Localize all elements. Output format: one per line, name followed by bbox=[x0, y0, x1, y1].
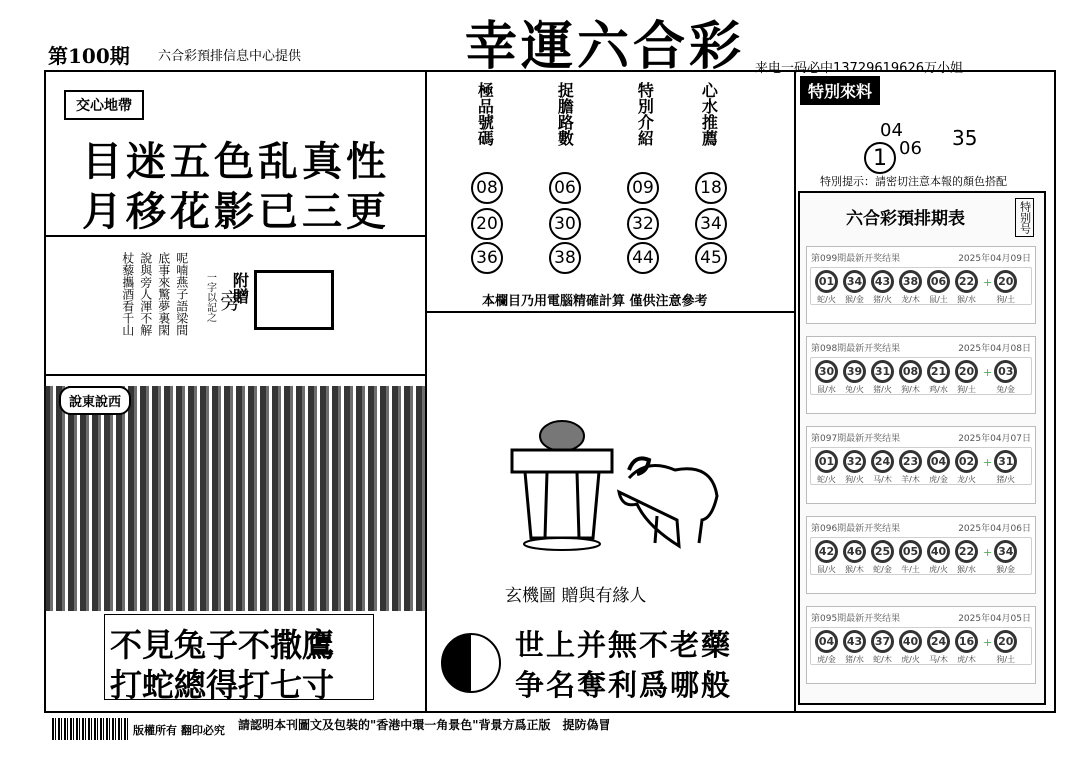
ball-zodiac: 鸡/水 bbox=[929, 384, 948, 394]
barcode bbox=[52, 718, 128, 740]
ball-zodiac: 狗/土 bbox=[996, 294, 1016, 304]
plus-icon: + bbox=[983, 635, 993, 649]
calc-note: 本欄目乃用電腦精確計算 僅供注意參考 bbox=[482, 294, 708, 309]
skyline-photo bbox=[44, 386, 427, 611]
draw-balls bbox=[810, 627, 1032, 665]
ball-zodiac: 猪/水 bbox=[845, 654, 864, 664]
col-header-2: 捉膽路數 bbox=[555, 82, 575, 146]
page-title: 幸運六合彩 bbox=[465, 16, 746, 77]
result-ball: 22 bbox=[955, 270, 978, 293]
sponsor-line: 六合彩預排信息中心提供 bbox=[158, 49, 302, 64]
result-ball: 21 bbox=[927, 360, 950, 383]
result-ball: 30 bbox=[815, 360, 838, 383]
col-header-1: 極品號碼 bbox=[475, 82, 495, 146]
ball-zodiac: 虎/金 bbox=[817, 654, 836, 664]
plus-icon: + bbox=[983, 275, 993, 289]
result-ball: 04 bbox=[815, 630, 838, 653]
plus-icon: + bbox=[983, 545, 993, 559]
ball-zodiac: 猪/火 bbox=[996, 474, 1016, 484]
draw-date: 2025年04月09日 bbox=[958, 254, 1031, 264]
middle-picture-panel bbox=[427, 313, 795, 713]
result-ball: 40 bbox=[927, 540, 950, 563]
gift-label: 附贈 bbox=[230, 272, 250, 304]
result-ball: 37 bbox=[871, 630, 894, 653]
middle-number-panel bbox=[427, 70, 795, 313]
ball-zodiac: 猴/金 bbox=[996, 564, 1016, 574]
result-ball: 43 bbox=[871, 270, 894, 293]
pick-number: 34 bbox=[695, 208, 727, 240]
result-ball: 22 bbox=[955, 540, 978, 563]
ball-zodiac: 兔/火 bbox=[845, 384, 864, 394]
special-ball: 31 bbox=[994, 450, 1017, 473]
draw-balls bbox=[810, 447, 1032, 485]
draw-card bbox=[806, 606, 1036, 684]
result-ball: 23 bbox=[899, 450, 922, 473]
ball-zodiac: 牛/土 bbox=[901, 564, 920, 574]
draw-balls bbox=[810, 267, 1032, 305]
ball-zodiac: 虎/木 bbox=[957, 654, 976, 664]
poem-line-1: 目迷五色乱真性 bbox=[82, 138, 390, 185]
ball-zodiac: 鼠/火 bbox=[817, 564, 836, 574]
pick-number: 45 bbox=[695, 242, 727, 274]
pick-number: 06 bbox=[549, 172, 581, 204]
pick-number: 44 bbox=[627, 242, 659, 274]
schedule-title: 六合彩預排期表 bbox=[846, 209, 965, 229]
ball-zodiac: 狗/火 bbox=[845, 474, 864, 484]
heart-badge: 交心地帶 bbox=[64, 90, 144, 120]
ball-zodiac: 猴/水 bbox=[957, 294, 976, 304]
ball-zodiac: 蛇/火 bbox=[817, 474, 836, 484]
special-badge: 特別來料 bbox=[800, 76, 880, 105]
schedule-side: 特别号 bbox=[1015, 198, 1034, 237]
bubble-1: 1 bbox=[864, 142, 896, 174]
ball-zodiac: 蛇/金 bbox=[873, 564, 892, 574]
poem-column-2: 底事來驚夢裏閑 bbox=[156, 252, 171, 336]
middle-divider bbox=[794, 70, 796, 713]
ball-zodiac: 马/木 bbox=[929, 654, 948, 664]
draw-label: 第095期最新开奖结果 bbox=[811, 614, 901, 624]
left-slogan-2: 打蛇總得打七寸 bbox=[110, 666, 335, 704]
result-ball: 34 bbox=[843, 270, 866, 293]
ball-zodiac: 羊/木 bbox=[901, 474, 920, 484]
special-ball: 20 bbox=[994, 630, 1017, 653]
bubble-04: 04 bbox=[880, 120, 903, 141]
yin-yang-emblem bbox=[441, 633, 501, 693]
result-ball: 16 bbox=[955, 630, 978, 653]
result-ball: 06 bbox=[927, 270, 950, 293]
draw-card bbox=[806, 336, 1036, 414]
talk-badge: 說東說西 bbox=[59, 386, 131, 415]
result-ball: 39 bbox=[843, 360, 866, 383]
result-ball: 43 bbox=[843, 630, 866, 653]
ball-zodiac: 狗/土 bbox=[996, 654, 1016, 664]
draw-label: 第097期最新开奖结果 bbox=[811, 434, 901, 444]
ball-zodiac: 虎/火 bbox=[901, 654, 920, 664]
ball-zodiac: 兔/金 bbox=[996, 384, 1016, 394]
pick-number: 08 bbox=[471, 172, 503, 204]
result-ball: 25 bbox=[871, 540, 894, 563]
draw-card bbox=[806, 516, 1036, 594]
result-ball: 04 bbox=[927, 450, 950, 473]
special-ball: 20 bbox=[994, 270, 1017, 293]
poem-column-3: 說與旁人渾不解 bbox=[138, 252, 153, 336]
left-bottom-panel bbox=[44, 376, 427, 713]
left-top-panel bbox=[44, 70, 427, 376]
result-ball: 02 bbox=[955, 450, 978, 473]
bubble-06: 06 bbox=[899, 138, 922, 159]
ball-zodiac: 猴/水 bbox=[957, 564, 976, 574]
special-ball: 34 bbox=[994, 540, 1017, 563]
result-ball: 38 bbox=[899, 270, 922, 293]
draw-date: 2025年04月08日 bbox=[958, 344, 1031, 354]
ball-zodiac: 马/木 bbox=[873, 474, 892, 484]
ball-zodiac: 蛇/火 bbox=[817, 294, 836, 304]
left-slogan-1: 不見兔子不撒鷹 bbox=[110, 626, 335, 664]
ball-zodiac: 鼠/水 bbox=[817, 384, 836, 394]
result-ball: 40 bbox=[899, 630, 922, 653]
result-ball: 01 bbox=[815, 450, 838, 473]
pick-number: 32 bbox=[627, 208, 659, 240]
ball-zodiac: 猴/金 bbox=[845, 294, 864, 304]
special-ball: 03 bbox=[994, 360, 1017, 383]
plus-icon: + bbox=[983, 365, 993, 379]
authenticity-notice: 請認明本刊圖文及包裝的"香港中環一角景色"背景方爲正版 提防偽冒 bbox=[238, 718, 611, 732]
gift-hint: 一字以記之 bbox=[204, 272, 216, 322]
pick-number: 09 bbox=[627, 172, 659, 204]
draw-balls bbox=[810, 357, 1032, 395]
col-header-3: 特別介紹 bbox=[635, 82, 655, 146]
middle-slogan-1: 世上并無不老藥 bbox=[515, 628, 733, 662]
col-header-4: 心水推薦 bbox=[699, 82, 719, 146]
result-ball: 24 bbox=[927, 630, 950, 653]
ram-and-crate-illustration bbox=[507, 408, 727, 558]
result-ball: 08 bbox=[899, 360, 922, 383]
draw-card bbox=[806, 426, 1036, 504]
result-ball: 42 bbox=[815, 540, 838, 563]
gift-char: 旁 bbox=[220, 290, 243, 315]
ball-zodiac: 龙/火 bbox=[957, 474, 976, 484]
poem-column-1: 呢喃燕子語梁間 bbox=[174, 252, 189, 336]
ball-zodiac: 狗/土 bbox=[957, 384, 976, 394]
ball-zodiac: 猴/木 bbox=[845, 564, 864, 574]
draw-date: 2025年04月06日 bbox=[958, 524, 1031, 534]
draw-card bbox=[806, 246, 1036, 324]
draw-date: 2025年04月05日 bbox=[958, 614, 1031, 624]
ball-zodiac: 鼠/土 bbox=[929, 294, 948, 304]
plus-icon: + bbox=[983, 455, 993, 469]
ball-zodiac: 猪/火 bbox=[873, 384, 892, 394]
result-ball: 01 bbox=[815, 270, 838, 293]
ball-zodiac: 虎/火 bbox=[929, 564, 948, 574]
ball-zodiac: 蛇/木 bbox=[873, 654, 892, 664]
bubble-35: 35 bbox=[952, 126, 978, 150]
result-ball: 24 bbox=[871, 450, 894, 473]
picture-caption: 玄機圖 贈與有緣人 bbox=[505, 586, 647, 606]
poem-column-4: 杖藜攜酒看千山 bbox=[120, 252, 135, 336]
pick-number: 18 bbox=[695, 172, 727, 204]
draw-balls bbox=[810, 537, 1032, 575]
result-ball: 32 bbox=[843, 450, 866, 473]
result-ball: 46 bbox=[843, 540, 866, 563]
result-ball: 05 bbox=[899, 540, 922, 563]
middle-slogan-2: 争名奪利爲哪般 bbox=[515, 668, 733, 702]
pick-number: 38 bbox=[549, 242, 581, 274]
ball-zodiac: 龙/木 bbox=[901, 294, 920, 304]
divider-line bbox=[44, 235, 425, 237]
draw-label: 第099期最新开奖结果 bbox=[811, 254, 901, 264]
copyright: 版權所有 翻印必究 bbox=[133, 724, 225, 737]
color-hint: 特別提示：請密切注意本報的顏色搭配 bbox=[820, 175, 1007, 188]
pick-number: 36 bbox=[471, 242, 503, 274]
poem-line-2: 月移花影已三更 bbox=[82, 188, 390, 235]
ball-zodiac: 虎/金 bbox=[929, 474, 948, 484]
draw-label: 第096期最新开奖结果 bbox=[811, 524, 901, 534]
draw-label: 第098期最新开奖结果 bbox=[811, 344, 901, 354]
result-ball: 31 bbox=[871, 360, 894, 383]
ball-zodiac: 狗/木 bbox=[901, 384, 920, 394]
pick-number: 30 bbox=[549, 208, 581, 240]
result-ball: 20 bbox=[955, 360, 978, 383]
gift-box bbox=[254, 270, 334, 330]
draw-date: 2025年04月07日 bbox=[958, 434, 1031, 444]
pick-number: 20 bbox=[471, 208, 503, 240]
phone-line: 来电一码必中13729619626万小姐 bbox=[755, 61, 963, 76]
ball-zodiac: 猪/火 bbox=[873, 294, 892, 304]
issue-number: 第100期 bbox=[48, 44, 130, 68]
